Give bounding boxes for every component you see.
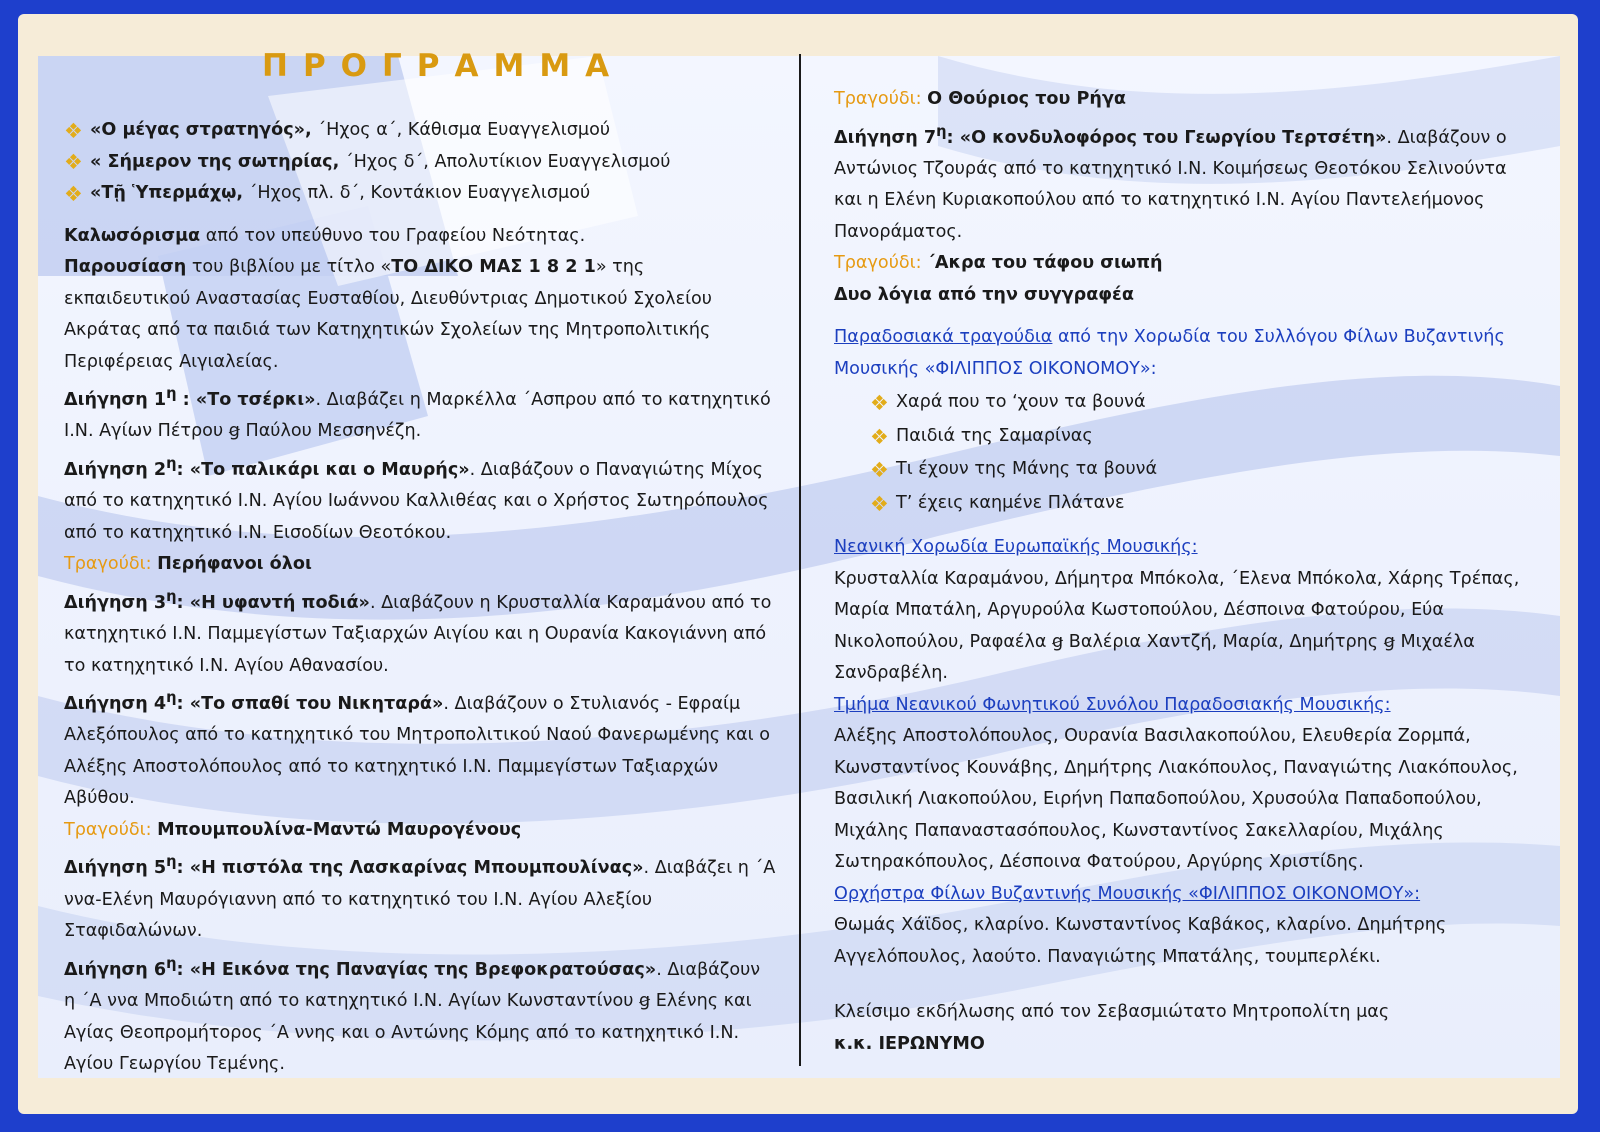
right-column [834, 84, 1534, 1060]
story-5: Διήγηση $5^\eta$: «Η πιστόλα της Λασκαρίνας Μπουμπουλίνας». Διαβάζει η ΄Α ννα-Ελένη Μαυρόγιαννη από το κατηχητικό του Ι.Ν. Αγίου Αλεξίου Σταφιδαλώνων. [64, 853, 776, 942]
song-list-item: ❖ Τ’ έχεις καημένε Πλάτανε [870, 491, 1125, 516]
story-3: Διήγηση $3^\eta$: «Η υφαντή ποδιά». Διαβάζουν η Κρυσταλλία Καραμάνου από το κατηχητικό Ι.Ν. Παμμεγίστων Ταξιαρχών Αιγίου και η Ουρανία Κακογιάννη από το κατηχητικό Ι.Ν. Αγίου Αθανασίου. [64, 587, 772, 676]
vocal-ensemble-heading: Τμήμα Νεανικού Φωνητικού Συνόλου Παραδοσιακής Μουσικής: [834, 694, 1391, 715]
traditional-songs-intro: Παραδοσιακά τραγούδια από την Χορωδία του Συλλόγου Φίλων Βυζαντινής Μουσικής «ΦΙΛΙΠΠΟΣ ΟΙΚΟΝΟΜΟΥ»: [834, 327, 1505, 379]
traditional-songs-heading: Παραδοσιακά τραγούδια [834, 327, 1053, 348]
song-line: Τραγούδι: Ο Θούριος του Ρήγα [834, 89, 1127, 109]
diamond-bullet-icon: ❖ [870, 424, 889, 449]
presentation-paragraph: Παρουσίαση του βιβλίου με τίτλο «ΤΟ ΔΙΚΟ ΜΑΣ 1 8 2 1» της εκπαιδευτικού Αναστασίας Ευσταθίου, Διευθύντριας Δημοτικού Σχολείου Ακράτας από τα παιδιά των Κατηχητικών Σχολείων της Μητροπολιτικής Περιφέρειας Αιγιαλείας. [64, 257, 712, 372]
diamond-bullet-icon: ❖ [870, 458, 889, 483]
diamond-bullet-icon: ❖ [64, 118, 83, 143]
song-line: Τραγούδι: ΄Ακρα του τάφου σιωπή [834, 253, 1163, 274]
column-divider [799, 54, 801, 1066]
song-line: Τραγούδι: Περήφανοι όλοι [64, 554, 312, 575]
song-list-item: ❖ Χαρά που το ‘χουν τα βουνά [870, 391, 1146, 416]
story-1: Διήγηση $1^\eta$ : «Το τσέρκι». Διαβάζει η Μαρκέλλα ΄Ασπρου από το κατηχητικό Ι.Ν. Αγίων Πέτρου ꞡ Παύλου Μεσσηνέζη. [64, 385, 771, 442]
diamond-bullet-icon: ❖ [870, 491, 889, 516]
diamond-bullet-icon: ❖ [64, 181, 83, 206]
program-title: ΠΡΟΓΡΑΜΜΑ [262, 48, 625, 84]
author-words: Δυο λόγια από την συγγραφέα [834, 284, 1134, 305]
song-list-item: ❖ Τι έχουν της Μάνης τα βουνά [870, 458, 1158, 483]
vocal-ensemble-members: Αλέξης Αποστολόπουλος, Ουρανία Βασιλακοπούλου, Ελευθερία Ζορμπά, Κωνσταντίνος Κουνάβης, Δημήτρης Λιακόπουλος, Παναγιώτης Λιακόπουλος, Βασιλική Λιακοπούλου, Ειρήνη Παπαδοπούλου, Χρυσούλα Παπαδοπούλου, Μιχάλης Παπαναστασόπουλος, Κωνσταντίνος Σακελλαρίου, Μιχάλης Σωτηρακόπουλος, Δέσποινα Φατούρου, Αργύρης Χριστίδης. [834, 726, 1518, 873]
song-line: Τραγούδι: Μπουμπουλίνα-Μαντώ Μαυρογένους [64, 819, 522, 840]
song-list-item: ❖ Παιδιά της Σαμαρίνας [870, 424, 1093, 449]
diamond-bullet-icon: ❖ [870, 391, 889, 416]
hymn-item: ❖ «Ο μέγας στρατηγός», ΄Ηχος α΄, Κάθισμα Ευαγγελισμού [64, 118, 611, 143]
metropolitan-name: κ.κ. ΙΕΡΩΝΥΜΟ [834, 1033, 985, 1054]
hymn-item: ❖ «Τῇ Ὑπερμάχῳ, ΄Ηχος πλ. δ΄, Κοντάκιον Ευαγγελισμού [64, 181, 591, 206]
story-7: Διήγηση $7^\eta$: «Ο κονδυλοφόρος του Γεωργίου Τερτσέτη». Διαβάζουν ο Αντώνιος Τζουράς από το κατηχητικό Ι.Ν. Κοιμήσεως Θεοτόκου Σελινούντα και η Ελένη Κυριακοπούλου από το κατηχητικό Ι.Ν. Αγίου Παντελεήμονος Πανοράματος. [834, 122, 1507, 242]
story-6: Διήγηση $6^\eta$: «Η Εικόνα της Παναγίας της Βρεφοκρατούσας». Διαβάζουν η ΄Α ννα Μποδιώτη από το κατηχητικό Ι.Ν. Αγίων Κωνσταντίνου ꞡ Ελένης και Αγίας Θεοπρομήτορος ΄Α ννης και ο Αντώνης Κόμης από το κατηχητικό Ι.Ν. Αγίου Γεωργίου Τεμένης. [64, 954, 761, 1075]
diamond-bullet-icon: ❖ [64, 150, 83, 175]
left-column [64, 115, 776, 1081]
orchestra-members: Θωμάς Χάϊδος, κλαρίνο. Κωνσταντίνος Καβάκος, κλαρίνο. Δημήτρης Αγγελόπουλος, λαούτο. Παναγιώτης Μπατάλης, τουμπερλέκι. [834, 915, 1447, 967]
welcome-line: Καλωσόρισμα από τον υπεύθυνο του Γραφείου Νεότητας. [64, 225, 586, 246]
traditional-songs-list [834, 387, 1534, 519]
youth-choir-heading: Νεανική Χορωδία Ευρωπαϊκής Μουσικής: [834, 537, 1198, 558]
story-4: Διήγηση $4^\eta$: «Το σπαθί του Νικηταρά». Διαβάζουν ο Στυλιανός - Εφραίμ Αλεξόπουλος από το κατηχητικό του Μητροπολιτικού Ναού Φανερωμένης και ο Αλέξης Αποστολόπουλος από το κατηχητικό Ι.Ν. Παμμεγίστων Ταξιαρχών Αβύθου. [64, 689, 770, 809]
hymn-item: ❖ « Σήμερον της σωτηρίας, ΄Ηχος δ΄, Απολυτίκιον Ευαγγελισμού [64, 150, 671, 175]
youth-choir-members: Κρυσταλλία Καραμάνου, Δήμητρα Μπόκολα, ΄Ελενα Μπόκολα, Χάρης Τρέπας, Μαρία Μπατάλη, Αργυρούλα Κωστοπούλου, Δέσποινα Φατούρου, Εύα Νικολοπούλου, Ραφαέλα ꞡ Βαλέρια Χαντζή, Μαρία, Δημήτρης ꞡ Μιχαέλα Σανδραβέλη. [834, 568, 1520, 684]
orchestra-heading: Ορχήστρα Φίλων Βυζαντινής Μουσικής «ΦΙΛΙΠΠΟΣ ΟΙΚΟΝΟΜΟΥ»: [834, 883, 1421, 904]
story-2: Διήγηση $2^\eta$: «Το παλικάρι και ο Μαυρής». Διαβάζουν ο Παναγιώτης Μίχος από το κατηχητικό Ι.Ν. Αγίου Ιωάννου Καλλιθέας και ο Χρήστος Σωτηρόπουλος από το κατηχητικό Ι.Ν. Εισοδίων Θεοτόκου. [64, 454, 769, 543]
closing-line: Κλείσιμο εκδήλωσης από τον Σεβασμιώτατο Μητροπολίτη μας [834, 1002, 1390, 1023]
